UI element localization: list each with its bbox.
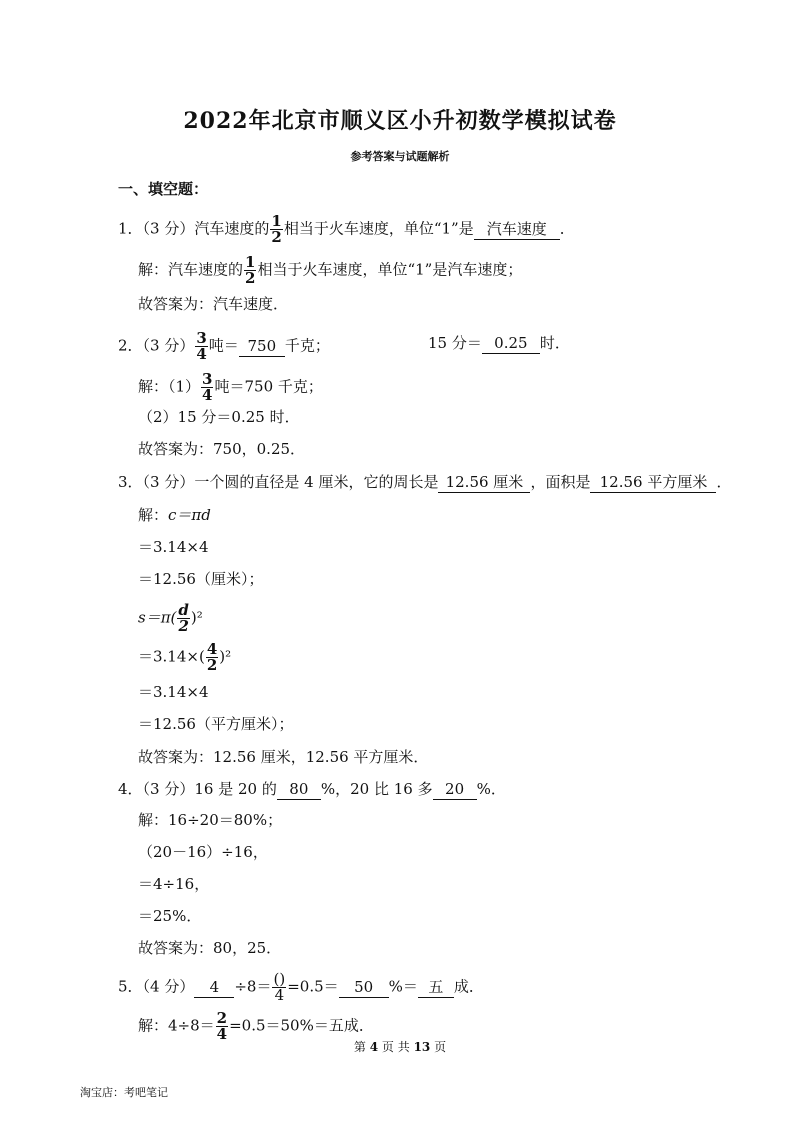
formula: ＝3.14×(	[138, 647, 205, 666]
question-1	[118, 214, 575, 245]
question-text: 16 是 20 的	[194, 780, 277, 798]
fraction	[244, 255, 256, 286]
fraction	[201, 372, 213, 403]
question-text: 相当于火车速度，单位“1”是	[283, 219, 474, 238]
question-2-part-b	[428, 331, 570, 355]
question-score: （3 分）	[142, 336, 195, 355]
question-text: ÷8＝	[234, 977, 272, 996]
question-text: =0.5＝	[287, 977, 339, 996]
question-text: 汽车速度的	[194, 219, 270, 238]
question-text: ．	[559, 219, 575, 238]
answer-line: 故答案为：80，25．	[138, 939, 282, 957]
solution-text: 解：	[138, 506, 169, 524]
denominator: 4	[274, 986, 285, 1004]
fraction	[272, 972, 286, 1003]
formula: s＝π(	[138, 608, 177, 627]
denominator: 4	[196, 345, 207, 363]
question-text: %＝	[388, 977, 418, 996]
answer-line: 故答案为：汽车速度．	[138, 295, 289, 313]
question-2	[118, 331, 678, 362]
question-score: （3 分）	[142, 219, 195, 238]
footer-text: 页 共	[381, 1040, 410, 1054]
solution-text: 相当于火车速度，单位“1”是汽车速度；	[257, 260, 523, 279]
numerator: 2	[216, 1009, 228, 1027]
question-text: 吨＝	[208, 336, 239, 355]
question-number: 4．	[118, 780, 143, 798]
answer-blank: 12.56 平方厘米	[590, 472, 716, 493]
solution-text: =0.5＝50%＝五成．	[229, 1016, 374, 1035]
section-heading: 一、填空题：	[118, 180, 209, 198]
question-4	[118, 777, 506, 801]
page-title: 2022年北京市顺义区小升初数学模拟试卷	[183, 108, 617, 134]
question-text: 时．	[539, 334, 570, 352]
question-text: 千克；	[284, 336, 330, 355]
fraction	[195, 331, 207, 362]
solution-line: 解：16÷20＝80%；	[138, 811, 283, 829]
solution-line: （2）15 分＝0.25 时．	[138, 408, 300, 426]
answer-blank: 80	[277, 779, 321, 800]
shop-watermark: 淘宝店：考吧笔记	[80, 1086, 168, 1099]
question-text: 一个圆的直径是 4 厘米，它的周长是	[194, 473, 439, 491]
solution-line	[138, 603, 203, 634]
denominator: 4	[202, 386, 213, 404]
denominator: 2	[245, 269, 256, 287]
solution-text: 吨＝750 千克；	[214, 377, 323, 396]
question-text: ，面积是	[530, 473, 591, 491]
answer-line: 故答案为：750，0.25．	[138, 440, 306, 458]
numerator: ()	[273, 970, 286, 988]
footer-text: 页	[434, 1040, 447, 1054]
numerator: 3	[196, 329, 207, 347]
question-number: 5．	[118, 977, 143, 996]
formula: )²	[219, 647, 232, 666]
page-footer	[0, 1038, 800, 1055]
question-5	[118, 972, 484, 1003]
numerator: 3	[202, 370, 213, 388]
question-text: 15 分＝	[428, 334, 482, 352]
answer-blank: 汽车速度	[474, 219, 560, 240]
answer-blank: 12.56 厘米	[438, 472, 530, 493]
question-score: （4 分）	[142, 977, 195, 996]
numerator: 1	[271, 212, 282, 230]
solution-line	[138, 255, 522, 286]
solution-text: 解：汽车速度的	[138, 260, 244, 279]
solution-text: 解：（1）	[138, 377, 201, 396]
solution-line: ＝3.14×4	[138, 683, 209, 701]
solution-line: ＝4÷16，	[138, 875, 210, 893]
answer-blank: 20	[433, 779, 477, 800]
numerator: 1	[245, 253, 256, 271]
fraction	[177, 603, 190, 634]
solution-line	[138, 503, 211, 527]
answer-blank: 五	[418, 977, 454, 998]
question-text: %．	[476, 780, 506, 798]
answer-blank: 4	[194, 977, 234, 998]
denominator: 2	[206, 656, 218, 674]
numerator: 4	[206, 640, 218, 658]
question-score: （3 分）	[142, 780, 195, 798]
solution-line: ＝12.56（平方厘米）；	[138, 715, 294, 733]
page-subtitle: 参考答案与试题解析	[350, 150, 450, 163]
answer-line: 故答案为：12.56 厘米，12.56 平方厘米．	[138, 748, 429, 766]
answer-blank: 0.25	[482, 333, 540, 354]
question-text: %，20 比 16 多	[320, 780, 433, 798]
denominator: 2	[178, 617, 189, 635]
question-3	[118, 470, 731, 494]
solution-line: ＝3.14×4	[138, 538, 209, 556]
question-text: ．	[716, 473, 732, 491]
question-score: （3 分）	[142, 473, 195, 491]
formula: c＝πd	[168, 506, 211, 524]
question-text: 成．	[453, 977, 484, 996]
solution-line: ＝25%．	[138, 907, 202, 925]
answer-blank: 750	[239, 336, 285, 357]
page-number: 4	[369, 1040, 379, 1054]
solution-line: ＝12.56（厘米）；	[138, 570, 264, 588]
numerator: d	[178, 601, 189, 619]
total-pages: 13	[413, 1040, 431, 1054]
denominator: 2	[271, 228, 282, 246]
question-number: 3．	[118, 473, 143, 491]
solution-line: （20－16）÷16，	[138, 843, 268, 861]
question-number: 2．	[118, 336, 143, 355]
fraction	[206, 642, 218, 673]
solution-text: 解：4÷8＝	[138, 1016, 215, 1035]
question-number: 1．	[118, 219, 143, 238]
fraction	[270, 214, 282, 245]
denominator: 4	[216, 1025, 228, 1043]
solution-line	[138, 642, 231, 673]
footer-text: 第	[353, 1040, 366, 1054]
solution-line	[138, 372, 323, 403]
answer-blank: 50	[339, 977, 389, 998]
formula: )²	[190, 608, 203, 627]
